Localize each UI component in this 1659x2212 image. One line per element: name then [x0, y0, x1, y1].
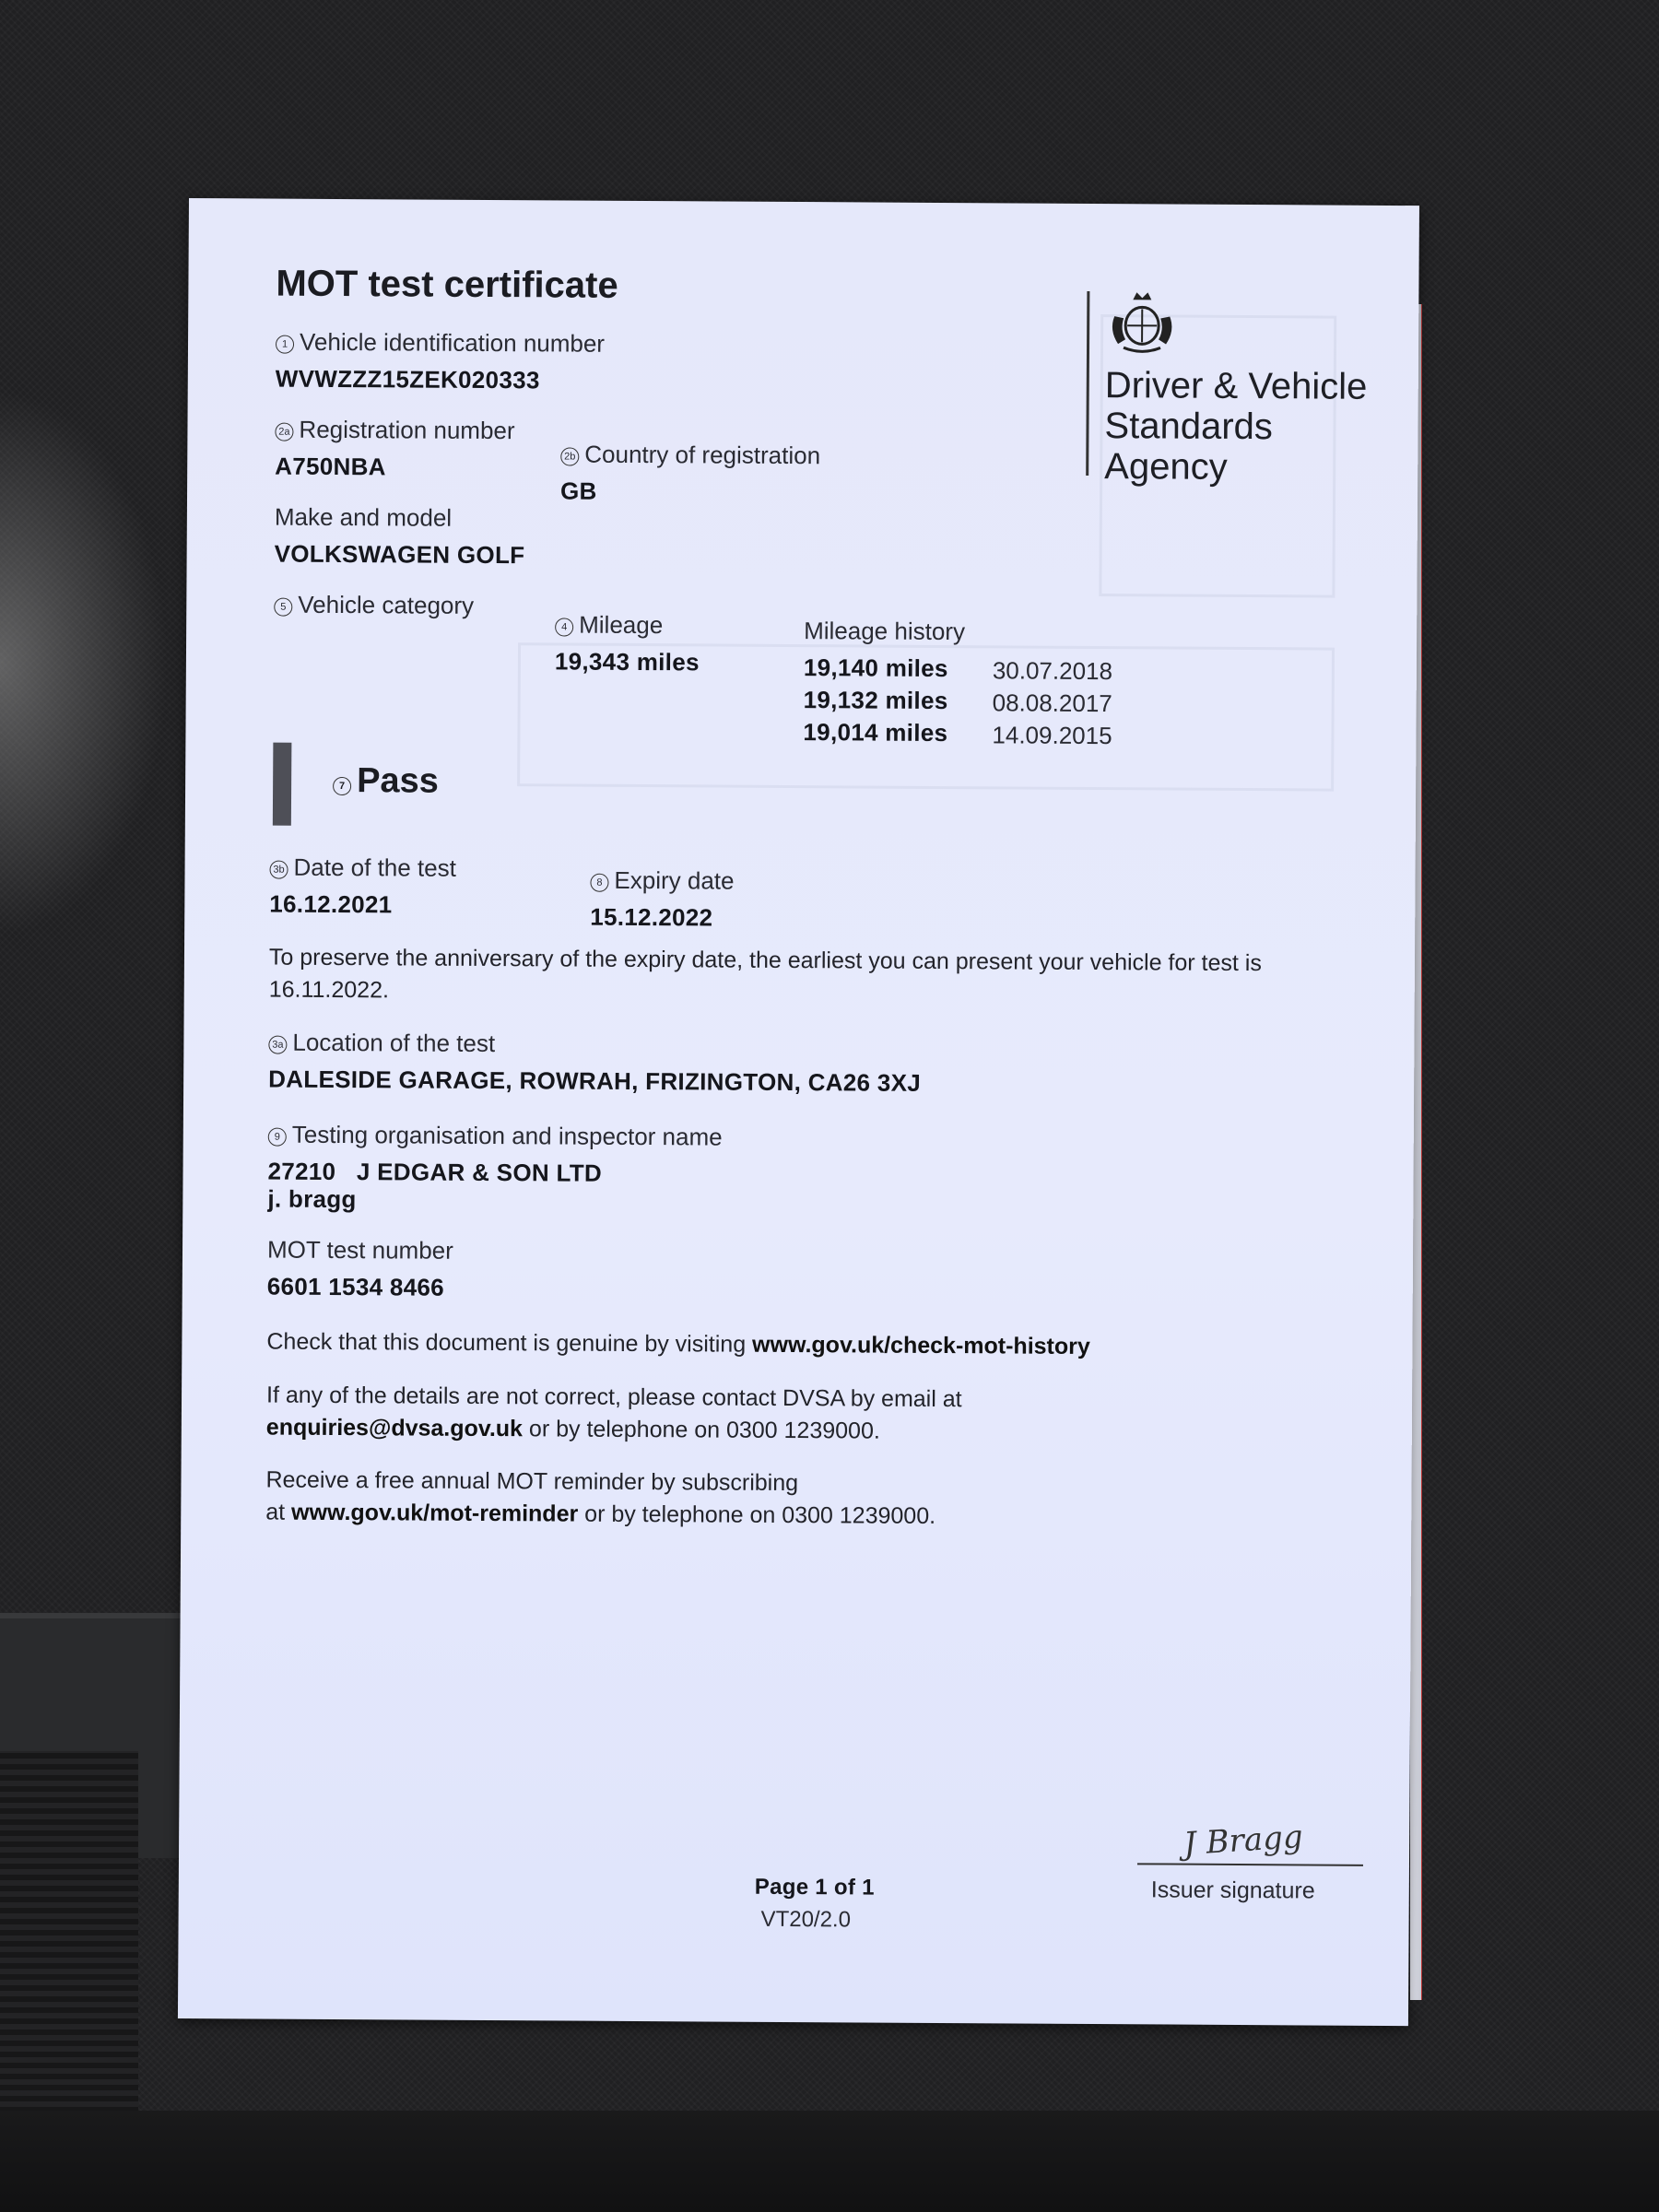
location-label: 3a Location of the test	[268, 1029, 495, 1059]
vin-label: 1 Vehicle identification number	[276, 328, 605, 359]
mileage-history-miles: 19,014 miles	[803, 718, 948, 747]
floor-edge	[0, 2111, 1659, 2212]
make-model-label: Make and model	[274, 502, 453, 532]
test-result: 7 Pass	[333, 761, 439, 802]
inspector-name: j. bragg	[267, 1184, 357, 1214]
field-number-marker: 2a	[275, 423, 293, 441]
anniversary-note-line2: 16.11.2022.	[268, 976, 390, 1004]
signature-line	[1137, 1863, 1363, 1865]
contact-text-line2: enquiries@dvsa.gov.uk or by telephone on 0300 1239000.	[265, 1414, 880, 1444]
mot-reminder-link[interactable]: www.gov.uk/mot-reminder	[291, 1499, 579, 1527]
check-mot-history-link[interactable]: www.gov.uk/check-mot-history	[752, 1331, 1090, 1359]
test-number-label: MOT test number	[266, 1235, 453, 1265]
dvsa-email-link[interactable]: enquiries@dvsa.gov.uk	[265, 1414, 524, 1442]
vin-value: WVWZZZ15ZEK020333	[275, 364, 540, 394]
vehicle-category-label: 5 Vehicle category	[274, 591, 474, 620]
organisation-value: 27210 J EDGAR & SON LTD	[267, 1157, 603, 1187]
registration-value: A750NBA	[275, 452, 386, 481]
test-number-value: 6601 1534 8466	[266, 1272, 445, 1301]
location-value: DALESIDE GARAGE, ROWRAH, FRIZINGTON, CA26 3XJ	[268, 1065, 922, 1097]
country-label: 2b Country of registration	[560, 440, 820, 470]
page-title: MOT test certificate	[276, 263, 618, 306]
reminder-text-line2: at www.gov.uk/mot-reminder or by telephone on 0300 1239000.	[265, 1499, 936, 1529]
contact-text-line1: If any of the details are not correct, please contact DVSA by email at	[265, 1382, 962, 1413]
expiry-date-label: 8 Expiry date	[590, 866, 734, 896]
make-model-value: VOLKSWAGEN GOLF	[274, 539, 525, 570]
page-number: Page 1 of 1	[754, 1874, 875, 1900]
field-number-marker: 8	[590, 874, 608, 892]
field-number-marker: 2b	[560, 447, 579, 465]
registration-label: 2a Registration number	[275, 416, 514, 446]
field-number-marker: 3a	[268, 1036, 287, 1054]
mileage-history-miles: 19,140 miles	[803, 653, 948, 683]
reminder-text-line1: Receive a free annual MOT reminder by subscribing	[265, 1466, 799, 1497]
field-number-marker: 7	[333, 777, 351, 795]
field-number-marker: 1	[276, 335, 294, 354]
royal-crest-icon	[1105, 288, 1179, 358]
country-value: GB	[559, 477, 597, 505]
mileage-label: 4 Mileage	[555, 610, 663, 640]
agency-logo-rule	[1086, 291, 1089, 476]
field-number-marker: 3b	[269, 861, 288, 879]
result-bar	[273, 743, 292, 826]
mot-certificate-page	[178, 198, 1419, 2026]
mileage-history-date: 14.09.2015	[992, 721, 1112, 750]
agency-name: Driver & Vehicle Standards Agency	[1104, 365, 1368, 488]
mileage-history-date: 30.07.2018	[992, 656, 1113, 686]
issuer-signature-label: Issuer signature	[1150, 1877, 1315, 1904]
genuine-check-text: Check that this document is genuine by visiting www.gov.uk/check-mot-history	[266, 1328, 1090, 1359]
anniversary-note-line1: To preserve the anniversary of the expiry date, the earliest you can present your vehicle for test is	[268, 944, 1262, 977]
mileage-history-label: Mileage history	[804, 617, 966, 646]
mileage-history-date: 08.08.2017	[992, 688, 1112, 718]
mileage-value: 19,343 miles	[554, 647, 700, 677]
field-number-marker: 9	[268, 1128, 287, 1147]
test-date-value: 16.12.2021	[269, 889, 393, 919]
organisation-label: 9 Testing organisation and inspector name	[268, 1121, 723, 1152]
field-number-marker: 4	[555, 618, 573, 636]
field-number-marker: 5	[274, 598, 292, 617]
mileage-history-miles: 19,132 miles	[803, 686, 948, 715]
test-date-label: 3b Date of the test	[269, 853, 456, 883]
expiry-date-value: 15.12.2022	[590, 902, 713, 932]
form-code: VT20/2.0	[760, 1906, 852, 1933]
issuer-signature: J Bragg	[1182, 1818, 1304, 1864]
